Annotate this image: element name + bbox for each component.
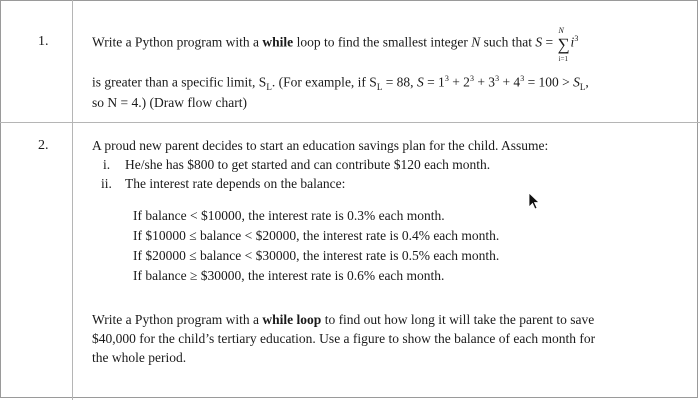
assumption-ii-label: ii. bbox=[101, 176, 112, 191]
q1-sl: S bbox=[573, 74, 580, 90]
q1-var-s: S bbox=[535, 34, 543, 50]
q1-var-n: N bbox=[471, 34, 481, 50]
task-suffix: to find out how long it will take the parent to save bbox=[321, 312, 595, 327]
q1-while-keyword: while bbox=[262, 34, 294, 50]
pow-2: 3 bbox=[469, 74, 474, 83]
q1-comma: , bbox=[585, 74, 589, 90]
pow-4: 3 bbox=[520, 74, 525, 83]
task-prefix: Write a Python program with a bbox=[92, 312, 263, 327]
q1-formula-3: + 3 bbox=[473, 74, 496, 90]
q1-text-prefix: Write a Python program with a bbox=[92, 34, 263, 50]
q1-result: = 100 > bbox=[524, 74, 574, 90]
rate-rule-1: If balance < $10000, the interest rate is 0.3% each month. bbox=[133, 208, 445, 223]
question-1-line-1 bbox=[92, 25, 579, 63]
task-line-2: $40,000 for the child’s tertiary education. Use a figure to show the balance of each month for bbox=[92, 331, 596, 346]
q1-formula-s: S bbox=[416, 74, 424, 90]
q1-example-rest: = 88, bbox=[382, 74, 417, 90]
q1-example-text: . (For example, if S bbox=[271, 74, 377, 90]
q1-example-sub: L bbox=[376, 82, 383, 93]
question-2-number: 2. bbox=[38, 138, 49, 153]
rate-rule-2: If $10000 ≤ balance < $20000, the interest rate is 0.4% each month. bbox=[133, 228, 500, 243]
sum-upper-limit: N bbox=[558, 25, 564, 35]
q1-text-mid: loop to find the smallest integer bbox=[293, 34, 472, 50]
q1-sl-sub-2: L bbox=[579, 82, 586, 93]
sigma-glyph: ∑ bbox=[557, 34, 570, 54]
assumption-i-label: i. bbox=[103, 157, 111, 172]
sum-lower-limit: i=1 bbox=[558, 54, 568, 63]
column-divider bbox=[72, 0, 73, 400]
assumption-ii-text: The interest rate depends on the balance: bbox=[125, 176, 346, 191]
q1-text-suffix: such that bbox=[480, 34, 536, 50]
row-divider bbox=[0, 122, 700, 123]
q1-equals: = bbox=[542, 34, 557, 50]
q1-formula-1: = 1 bbox=[423, 74, 445, 90]
pow-1: 3 bbox=[444, 74, 449, 83]
question-1-line-3: so N = 4.) (Draw flow chart) bbox=[92, 95, 247, 110]
sum-term-i: i bbox=[570, 34, 575, 50]
q1-sl-sub: L bbox=[266, 82, 272, 93]
question-2-intro: A proud new parent decides to start an education savings plan for the child. Assume: bbox=[92, 138, 549, 153]
rate-rule-4: If balance ≥ $30000, the interest rate is 0.6% each month. bbox=[133, 268, 445, 283]
question-1-line-2 bbox=[92, 75, 589, 92]
q1-line2-text: is greater than a specific limit, S bbox=[92, 74, 267, 90]
question-1-number: 1. bbox=[38, 34, 49, 49]
task-line-1 bbox=[92, 313, 594, 327]
assumption-i-text: He/she has $800 to get started and can contribute $120 each month. bbox=[125, 157, 491, 172]
sum-term-power: 3 bbox=[574, 34, 579, 43]
q1-formula-4: + 4 bbox=[499, 74, 521, 90]
task-while-loop: while loop bbox=[262, 312, 322, 327]
task-line-3: the whole period. bbox=[92, 350, 187, 365]
rate-rule-3: If $20000 ≤ balance < $30000, the interest rate is 0.5% each month. bbox=[133, 248, 500, 263]
pow-3: 3 bbox=[495, 74, 500, 83]
summation-symbol bbox=[557, 25, 571, 63]
mouse-cursor-icon bbox=[528, 192, 540, 210]
q1-formula-2: + 2 bbox=[448, 74, 470, 90]
